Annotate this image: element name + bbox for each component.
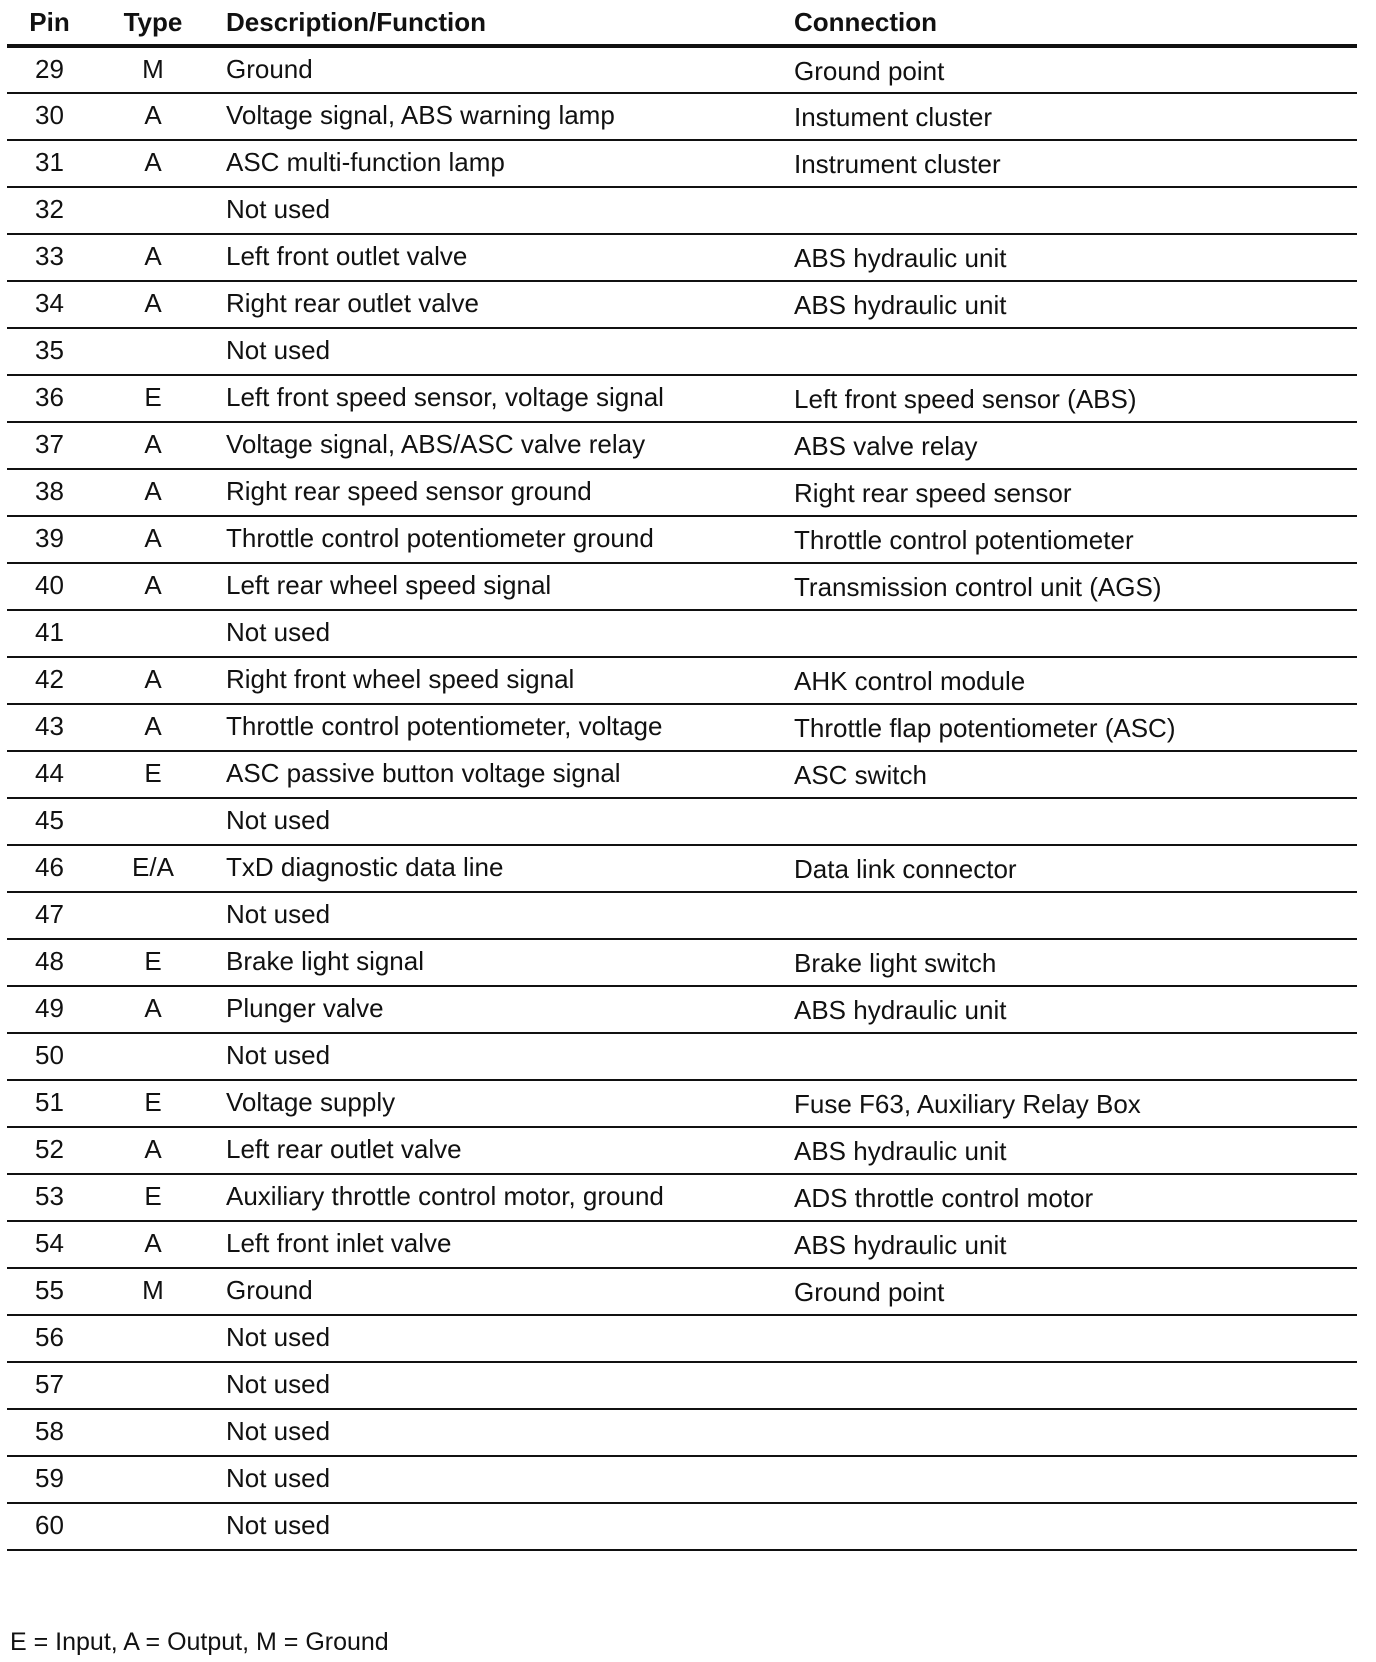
- pin-cell: 56: [7, 1315, 92, 1362]
- pin-cell: 60: [7, 1503, 92, 1550]
- connection-cell: Fuse F63, Auxiliary Relay Box: [784, 1080, 1357, 1127]
- connection-cell: Brake light switch: [784, 939, 1357, 986]
- table-row: [7, 610, 1357, 657]
- header-row: [7, 0, 1357, 46]
- type-cell: E: [92, 751, 214, 798]
- pin-cell: 44: [7, 751, 92, 798]
- type-cell: [92, 1409, 214, 1456]
- table-row: [7, 986, 1357, 1033]
- description-column-header: Description/Function: [214, 0, 784, 46]
- type-cell: E: [92, 1174, 214, 1221]
- table-row: [7, 281, 1357, 328]
- table-row: [7, 1033, 1357, 1080]
- pin-cell: 49: [7, 986, 92, 1033]
- pin-cell: 54: [7, 1221, 92, 1268]
- table-row: [7, 1268, 1357, 1315]
- connection-cell: Left front speed sensor (ABS): [784, 375, 1357, 422]
- table-row: [7, 328, 1357, 375]
- pin-cell: 32: [7, 187, 92, 234]
- connection-cell: Throttle control potentiometer: [784, 516, 1357, 563]
- table-row: [7, 187, 1357, 234]
- table-row: [7, 422, 1357, 469]
- pin-cell: 43: [7, 704, 92, 751]
- table-row: [7, 798, 1357, 845]
- pin-cell: 52: [7, 1127, 92, 1174]
- connection-cell: ABS hydraulic unit: [784, 281, 1357, 328]
- table-row: [7, 1503, 1357, 1550]
- table-row: [7, 516, 1357, 563]
- table-row: [7, 234, 1357, 281]
- description-cell: Not used: [214, 892, 784, 939]
- description-cell: Voltage signal, ABS warning lamp: [214, 93, 784, 140]
- connection-cell: Right rear speed sensor: [784, 469, 1357, 516]
- pin-cell: 33: [7, 234, 92, 281]
- table-row: [7, 1315, 1357, 1362]
- pin-column-header: Pin: [7, 0, 92, 46]
- table-row: [7, 93, 1357, 140]
- connection-cell: ASC switch: [784, 751, 1357, 798]
- connection-cell: [784, 187, 1357, 234]
- table-row: [7, 892, 1357, 939]
- type-cell: [92, 1456, 214, 1503]
- type-cell: A: [92, 986, 214, 1033]
- connection-cell: ABS hydraulic unit: [784, 1221, 1357, 1268]
- description-cell: Not used: [214, 1503, 784, 1550]
- type-cell: A: [92, 93, 214, 140]
- pin-cell: 39: [7, 516, 92, 563]
- type-cell: A: [92, 469, 214, 516]
- connection-cell: ABS hydraulic unit: [784, 986, 1357, 1033]
- type-cell: E: [92, 1080, 214, 1127]
- connection-cell: Transmission control unit (AGS): [784, 563, 1357, 610]
- pin-cell: 36: [7, 375, 92, 422]
- description-cell: Right rear outlet valve: [214, 281, 784, 328]
- description-cell: Left front outlet valve: [214, 234, 784, 281]
- pin-cell: 46: [7, 845, 92, 892]
- connection-cell: Instrument cluster: [784, 140, 1357, 187]
- description-cell: Not used: [214, 1409, 784, 1456]
- type-cell: [92, 1362, 214, 1409]
- description-cell: Not used: [214, 1456, 784, 1503]
- connection-cell: Throttle flap potentiometer (ASC): [784, 704, 1357, 751]
- pin-cell: 38: [7, 469, 92, 516]
- table-row: [7, 1080, 1357, 1127]
- connection-cell: [784, 798, 1357, 845]
- type-cell: A: [92, 516, 214, 563]
- table-row: [7, 939, 1357, 986]
- pin-cell: 42: [7, 657, 92, 704]
- description-cell: Left front inlet valve: [214, 1221, 784, 1268]
- description-cell: Voltage signal, ABS/ASC valve relay: [214, 422, 784, 469]
- table-row: [7, 140, 1357, 187]
- description-cell: Right front wheel speed signal: [214, 657, 784, 704]
- table-row: [7, 469, 1357, 516]
- connection-cell: [784, 1315, 1357, 1362]
- table-row: [7, 1456, 1357, 1503]
- table-header: [7, 0, 1357, 46]
- description-cell: Not used: [214, 798, 784, 845]
- pin-cell: 37: [7, 422, 92, 469]
- table-row: [7, 563, 1357, 610]
- description-cell: Left rear outlet valve: [214, 1127, 784, 1174]
- type-cell: [92, 328, 214, 375]
- type-cell: M: [92, 1268, 214, 1315]
- type-cell: M: [92, 46, 214, 93]
- connection-cell: AHK control module: [784, 657, 1357, 704]
- description-cell: Plunger valve: [214, 986, 784, 1033]
- table-row: [7, 704, 1357, 751]
- type-cell: A: [92, 140, 214, 187]
- description-cell: Ground: [214, 1268, 784, 1315]
- pin-cell: 30: [7, 93, 92, 140]
- description-cell: Left front speed sensor, voltage signal: [214, 375, 784, 422]
- description-cell: ASC multi-function lamp: [214, 140, 784, 187]
- pin-cell: 29: [7, 46, 92, 93]
- connection-cell: ADS throttle control motor: [784, 1174, 1357, 1221]
- pin-cell: 48: [7, 939, 92, 986]
- type-cell: [92, 892, 214, 939]
- pin-cell: 50: [7, 1033, 92, 1080]
- pin-cell: 45: [7, 798, 92, 845]
- description-cell: Ground: [214, 46, 784, 93]
- table-row: [7, 46, 1357, 93]
- description-cell: Not used: [214, 1315, 784, 1362]
- type-cell: [92, 1033, 214, 1080]
- connection-cell: ABS valve relay: [784, 422, 1357, 469]
- pin-cell: 34: [7, 281, 92, 328]
- connection-cell: [784, 1503, 1357, 1550]
- pin-cell: 57: [7, 1362, 92, 1409]
- table-row: [7, 1409, 1357, 1456]
- pin-assignment-table: [7, 0, 1357, 1551]
- pin-cell: 58: [7, 1409, 92, 1456]
- description-cell: Not used: [214, 187, 784, 234]
- connection-cell: [784, 1033, 1357, 1080]
- description-cell: Not used: [214, 1362, 784, 1409]
- table-row: [7, 1174, 1357, 1221]
- type-cell: [92, 1503, 214, 1550]
- type-cell: A: [92, 704, 214, 751]
- connection-cell: Instument cluster: [784, 93, 1357, 140]
- pin-cell: 55: [7, 1268, 92, 1315]
- type-cell: A: [92, 422, 214, 469]
- pin-cell: 59: [7, 1456, 92, 1503]
- description-cell: Left rear wheel speed signal: [214, 563, 784, 610]
- type-cell: [92, 798, 214, 845]
- description-cell: Not used: [214, 610, 784, 657]
- table-row: [7, 375, 1357, 422]
- connection-column-header: Connection: [784, 0, 1357, 46]
- connection-cell: Data link connector: [784, 845, 1357, 892]
- table-row: [7, 1127, 1357, 1174]
- description-cell: Not used: [214, 328, 784, 375]
- table-row: [7, 751, 1357, 798]
- type-cell: [92, 610, 214, 657]
- connection-cell: [784, 1409, 1357, 1456]
- type-cell: A: [92, 234, 214, 281]
- table-body: [7, 46, 1357, 1550]
- connection-cell: Ground point: [784, 46, 1357, 93]
- type-cell: A: [92, 281, 214, 328]
- connection-cell: [784, 328, 1357, 375]
- description-cell: Brake light signal: [214, 939, 784, 986]
- description-cell: TxD diagnostic data line: [214, 845, 784, 892]
- description-cell: Throttle control potentiometer, voltage: [214, 704, 784, 751]
- connection-cell: [784, 1362, 1357, 1409]
- pin-cell: 47: [7, 892, 92, 939]
- pin-cell: 31: [7, 140, 92, 187]
- connection-cell: [784, 1456, 1357, 1503]
- type-cell: E: [92, 375, 214, 422]
- type-legend: E = Input, A = Output, M = Ground: [10, 1628, 389, 1656]
- description-cell: ASC passive button voltage signal: [214, 751, 784, 798]
- type-cell: A: [92, 657, 214, 704]
- connection-cell: [784, 610, 1357, 657]
- description-cell: Voltage supply: [214, 1080, 784, 1127]
- table-row: [7, 845, 1357, 892]
- type-cell: [92, 187, 214, 234]
- description-cell: Right rear speed sensor ground: [214, 469, 784, 516]
- table-row: [7, 657, 1357, 704]
- type-cell: [92, 1315, 214, 1362]
- pin-cell: 40: [7, 563, 92, 610]
- pin-cell: 35: [7, 328, 92, 375]
- type-cell: A: [92, 1127, 214, 1174]
- description-cell: Auxiliary throttle control motor, ground: [214, 1174, 784, 1221]
- connection-cell: ABS hydraulic unit: [784, 234, 1357, 281]
- table-row: [7, 1362, 1357, 1409]
- pin-cell: 53: [7, 1174, 92, 1221]
- type-cell: A: [92, 1221, 214, 1268]
- description-cell: Not used: [214, 1033, 784, 1080]
- type-column-header: Type: [92, 0, 214, 46]
- type-cell: E: [92, 939, 214, 986]
- type-cell: E/A: [92, 845, 214, 892]
- connection-cell: ABS hydraulic unit: [784, 1127, 1357, 1174]
- pin-cell: 41: [7, 610, 92, 657]
- table-row: [7, 1221, 1357, 1268]
- connection-cell: Ground point: [784, 1268, 1357, 1315]
- type-cell: A: [92, 563, 214, 610]
- pin-cell: 51: [7, 1080, 92, 1127]
- description-cell: Throttle control potentiometer ground: [214, 516, 784, 563]
- connection-cell: [784, 892, 1357, 939]
